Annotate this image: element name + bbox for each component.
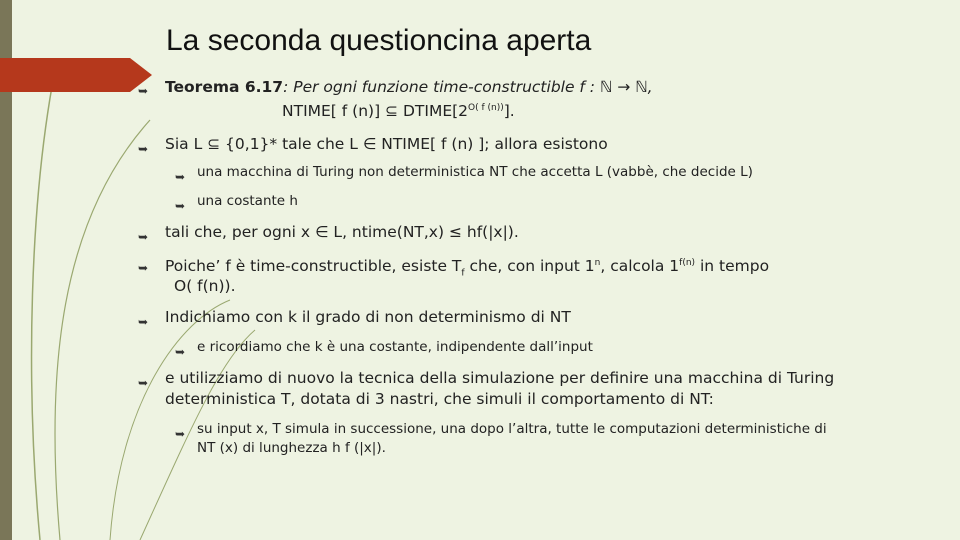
formula-main: NTIME[ f (n)] ⊆ DTIME[2 — [282, 102, 469, 121]
bullet-text — [165, 253, 769, 283]
bullet-text: e utilizziamo di nuovo la tecnica della simulazione per definire una macchina di Turing — [165, 369, 835, 387]
sub-bullet-text: e ricordiamo che k è una costante, indipendente dall’input — [197, 339, 593, 355]
theorem-line — [165, 77, 653, 97]
formula-end: ]. — [503, 102, 515, 121]
superscript: f(n) — [679, 258, 696, 268]
text-part: in tempo — [695, 257, 770, 276]
bullet-text-continued: deterministica T, dotata di 3 nastri, che simuli il comportamento di NT: — [165, 390, 714, 408]
bullet-icon — [138, 226, 152, 238]
superscript: n — [594, 258, 601, 268]
slide-title: La seconda questioncina aperta — [166, 24, 592, 57]
text-part: , calcola 1 — [600, 257, 680, 276]
sub-bullet-icon — [175, 166, 187, 176]
bullet-icon — [138, 311, 152, 323]
theorem-formula — [282, 98, 515, 121]
sub-bullet-text: una macchina di Turing non deterministica NT che accetta L (vabbè, che decide L) — [197, 164, 753, 180]
theorem-label: Teorema 6.17 — [165, 78, 284, 96]
text-part: Poiche’ f è time-constructible, esiste T — [165, 257, 462, 276]
subscript: f — [461, 268, 465, 279]
formula-exponent: O( f (n)) — [468, 103, 504, 113]
sub-bullet-icon — [175, 341, 187, 351]
bullet-text-continued: O( f(n)). — [174, 277, 236, 295]
sub-bullet-text: una costante h — [197, 193, 298, 209]
bullet-icon — [138, 80, 152, 92]
text-part: che, con input 1 — [464, 257, 595, 276]
theorem-statement: : Per ogni funzione time-constructible f : ℕ → ℕ, — [283, 78, 653, 96]
bullet-icon — [138, 257, 152, 269]
bullet-text: Indichiamo con k il grado di non determinismo di NT — [165, 308, 571, 326]
bullet-text: tali che, per ogni x ∈ L, ntime(NT,x) ≤ hf(|x|). — [165, 223, 519, 241]
bullet-icon — [138, 372, 152, 384]
sub-bullet-icon — [175, 195, 187, 205]
bullet-icon — [138, 138, 152, 150]
bullet-text: Sia L ⊆ {0,1}* tale che L ∈ NTIME[ f (n) ]; allora esistono — [165, 135, 608, 153]
sub-bullet-icon — [175, 423, 187, 433]
sub-bullet-text-continued: NT (x) di lunghezza h f (|x|). — [197, 440, 386, 456]
sub-bullet-text: su input x, T simula in successione, una dopo l’altra, tutte le computazioni deterministiche di — [197, 421, 827, 437]
